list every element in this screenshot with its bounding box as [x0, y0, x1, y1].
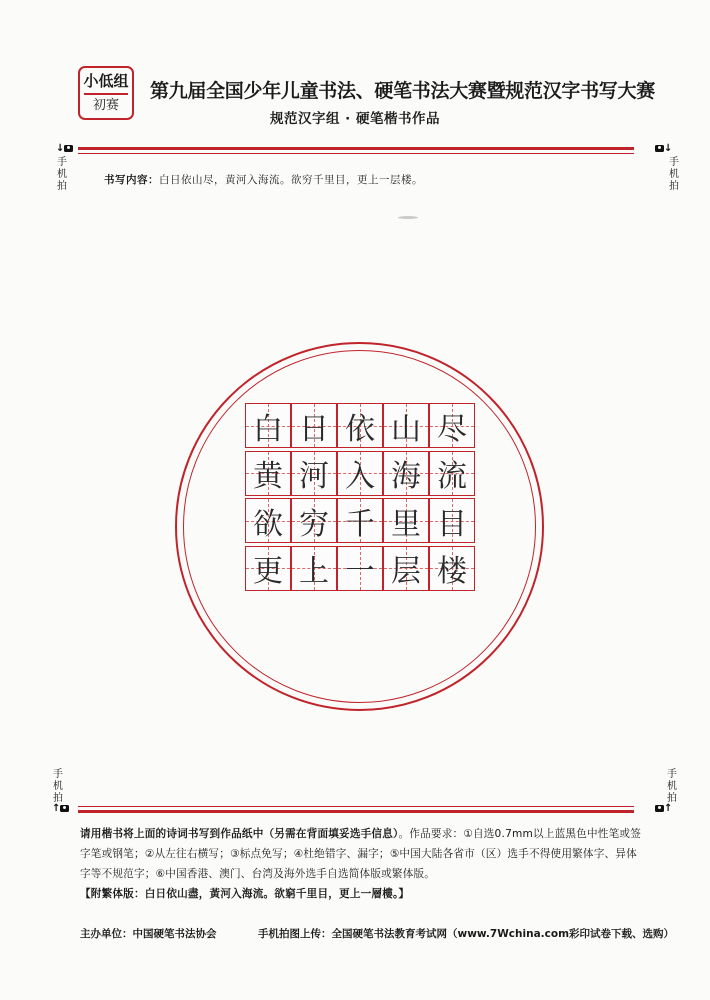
- bottom-left-phone-label: 手机拍: [53, 769, 63, 804]
- grid-cell: [291, 498, 337, 543]
- grid-character: 山: [391, 411, 421, 447]
- grid-character: 入: [345, 459, 375, 494]
- bottom-right-phone-label: 手机拍: [667, 769, 677, 804]
- top-left-arrow-camera-icon: ↓: [56, 143, 73, 154]
- grid-character: 穷: [299, 506, 329, 542]
- grid-character: 上: [299, 554, 329, 589]
- grid-cell: [337, 498, 383, 543]
- grid-cell: [429, 451, 475, 496]
- writing-content-label: 书写内容：: [104, 174, 159, 186]
- grid-cell: [245, 498, 291, 543]
- bottom-rule-thin: [78, 806, 634, 807]
- grid-character: 流: [437, 459, 467, 494]
- grid-cell: [383, 451, 429, 496]
- instructions: [80, 824, 642, 904]
- top-right-phone-label: 手机拍: [669, 157, 679, 192]
- top-left-phone-label: 手机拍: [57, 157, 67, 192]
- grid-cell: [291, 546, 337, 591]
- grid-cell: [383, 498, 429, 543]
- badge-round-label: 初赛: [92, 97, 119, 113]
- grid-character: 千: [345, 506, 375, 542]
- grid-character: 海: [391, 459, 421, 494]
- grid-character: 更: [253, 554, 283, 589]
- grid-cell: [383, 403, 429, 448]
- grid-cell: [337, 403, 383, 448]
- page-subtitle: 规范汉字组 · 硬笔楷书作品: [269, 111, 441, 127]
- bottom-rule-thick: [78, 810, 634, 813]
- grid-cell: [383, 546, 429, 591]
- grid-character: 白: [253, 411, 283, 447]
- writing-content: [104, 172, 423, 187]
- bottom-left-arrow-camera-icon: ↑: [52, 803, 69, 814]
- grid-cell: [429, 403, 475, 448]
- badge-group-label: 小低组: [83, 72, 129, 90]
- grid-cell: [337, 451, 383, 496]
- grid-character: 尽: [437, 411, 467, 447]
- grid-cell: [245, 403, 291, 448]
- grid-character: 黄: [253, 459, 283, 494]
- organizer: 主办单位：中国硬笔书法协会: [80, 928, 217, 940]
- grid-cell: [291, 403, 337, 448]
- grid-cell: [245, 546, 291, 591]
- instructions-traditional: 【附繁体版：白日依山盡，黃河入海流。欲窮千里目，更上一層樓。】: [80, 888, 410, 900]
- grid-character: 河: [299, 459, 329, 494]
- bottom-right-camera-arrow-icon: ↑: [655, 803, 672, 814]
- upload-info: 手机拍图上传：全国硬笔书法教育考试网（www.7Wchina.com彩印试卷下载、选购）: [258, 928, 675, 940]
- grid-cell: [291, 451, 337, 496]
- writing-content-text: 白日依山尽，黄河入海流。欲穷千里目，更上一层楼。: [159, 174, 423, 186]
- top-rule-thin: [78, 153, 634, 154]
- grid-cell: [245, 451, 291, 496]
- page-title: 第九届全国少年儿童书法、硬笔书法大赛暨规范汉字书写大赛: [150, 80, 655, 102]
- instructions-lead: 请用楷书将上面的诗词书写到作品纸中（另需在背面填妥选手信息）: [80, 828, 399, 840]
- grid-cell: [429, 498, 475, 543]
- grid-cell: [337, 546, 383, 591]
- grid-cell: [429, 546, 475, 591]
- grid-character: 目: [437, 506, 467, 542]
- grid-character: 里: [391, 506, 421, 542]
- grid-character: 一: [345, 554, 375, 589]
- ink-smudge: [398, 216, 418, 219]
- grid-character: 层: [391, 554, 421, 589]
- top-right-camera-arrow-icon: ↓: [655, 143, 672, 154]
- grid-character: 日: [299, 411, 329, 447]
- grid-character: 欲: [253, 506, 283, 542]
- instructions-requirements: 。作品要求：①自选0.7mm以上蓝黑色中性笔或签字笔或钢笔；②从左往右横写；③标点免写；④杜绝错字、漏字；⑤中国大陆各省市（区）选手不得使用繁体字、异体字等不规范字；⑥中国香港、澳门、台湾及海外选手自选简体版或繁体版。: [80, 828, 641, 880]
- top-rule-thick: [78, 147, 634, 150]
- grid-character: 楼: [437, 554, 467, 589]
- grid-character: 依: [345, 411, 375, 447]
